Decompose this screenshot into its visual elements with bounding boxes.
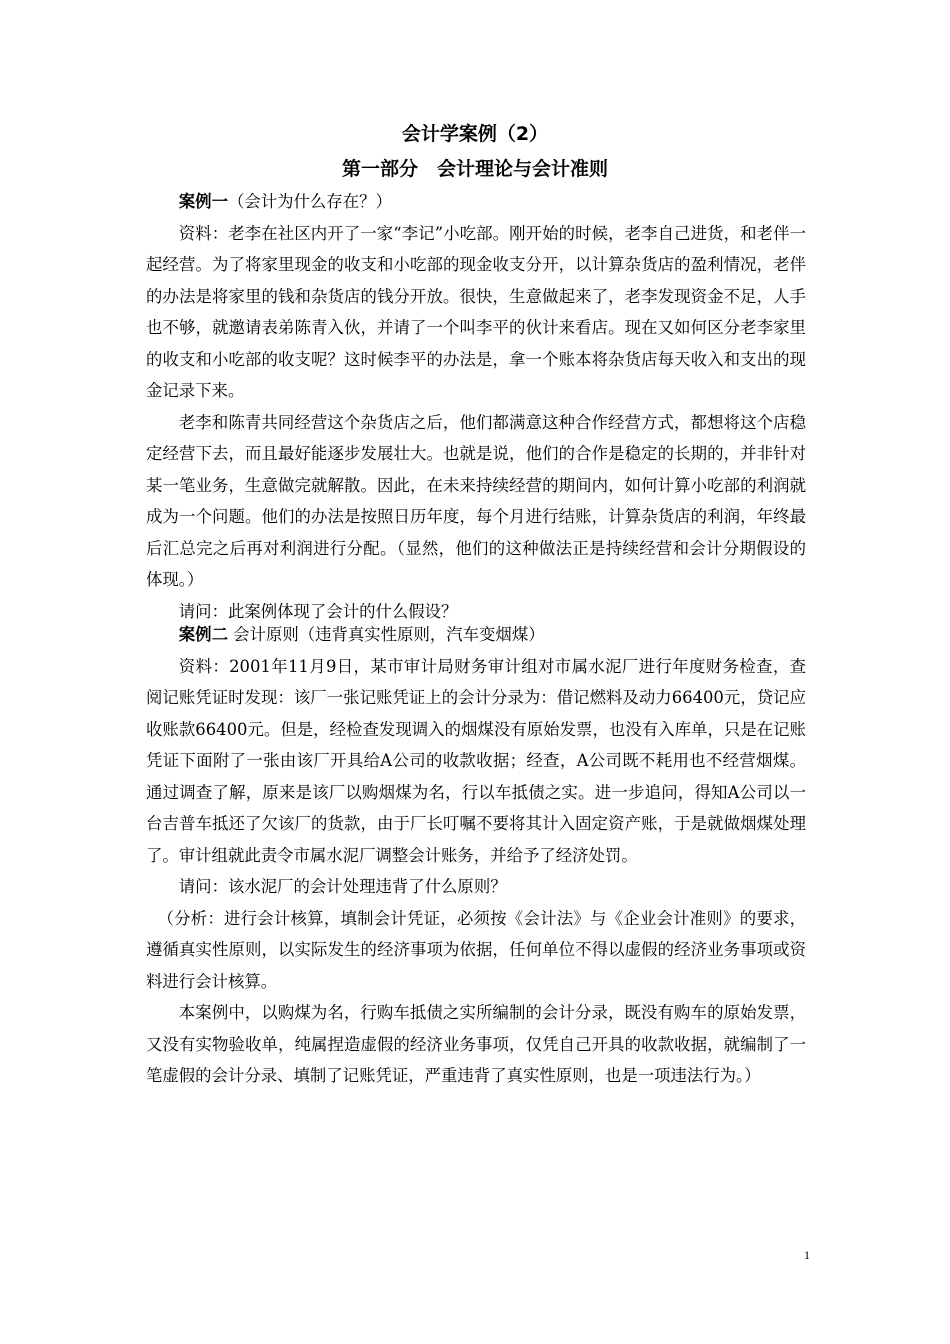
- page-number: 1: [804, 1248, 810, 1262]
- case-two-subtitle: 会计原则（违背真实性原则，汽车变烟煤）: [227, 625, 545, 644]
- case-one-label: 案例一: [178, 192, 228, 211]
- case-two-section: [146, 619, 806, 1092]
- case-one-section: [146, 186, 806, 627]
- case-two-label: 案例二: [178, 625, 228, 644]
- case-two-question: 请问：该水泥厂的会计处理违背了什么原则？: [178, 877, 507, 896]
- case-one-material-paragraph: 资料：老李在社区内开了一家“李记”小吃部。刚开始的时候，老李自己进货，和老伴一起经营。为了将家里现金的收支和小吃部的现金收支分开，以计算杂货店的盈利情况，老伴的办法是将家里的钱和杂货店的钱分开放。很快，生意做起来了，老李发现资金不足，人手也不够，就邀请表弟陈青入伙，并请了一个叫李平的伙计来看店。现在又如何区分老李家里的收支和小吃部的收支呢？这时候李平的办法是，拿一个账本将杂货店每天收入和支出的现金记录下来。: [146, 223, 806, 400]
- case-one-continuation-paragraph: 老李和陈青共同经营这个杂货店之后，他们都满意这种合作经营方式，都想将这个店稳定经营下去，而且最好能逐步发展壮大。也就是说，他们的合作是稳定的长期的，并非针对某一笔业务，生意做完就解散。因此，在未来持续经营的期间内，如何计算小吃部的利润就成为一个问题。他们的办法是按照日历年度，每个月进行结账，计算杂货店的利润，年终最后汇总完之后再对利润进行分配。（显然，他们的这种做法正是持续经营和会计分期假设的体现。）: [146, 412, 806, 589]
- document-title: 会计学案例（2）: [401, 123, 549, 145]
- case-two-analysis-paragraph: （分析：进行会计核算，填制会计凭证，必须按《会计法》与《企业会计准则》的要求，遵循真实性原则，以实际发生的经济事项为依据，任何单位不得以虚假的经济业务事项或资料进行会计核算。: [146, 908, 806, 991]
- case-one-question: 请问：此案例体现了会计的什么假设？: [178, 601, 458, 621]
- part-title: 第一部分 会计理论与会计准则: [341, 158, 608, 180]
- case-two-material-paragraph: 资料：2001年11月9日，某市审计局财务审计组对市属水泥厂进行年度财务检查，查阅记账凭证时发现：该厂一张记账凭证上的会计分录为：借记燃料及动力66400元，贷记应收账款66400元。但是，经检查发现调入的烟煤没有原始发票，也没有入库单，只是在记账凭证下面附了一张由该厂开具给A公司的收款收据；经查，A公司既不耗用也不经营烟煤。通过调查了解，原来是该厂以购烟煤为名，行以车抵债之实。进一步追问，得知A公司以一台吉普车抵还了欠该厂的货款，由于厂长叮嘱不要将其计入固定资产账，于是就做烟煤处理了。审计组就此责令市属水泥厂调整会计账务，并给予了经济处罚。: [146, 656, 806, 865]
- case-one-heading: [146, 186, 806, 218]
- case-one-subtitle: （会计为什么存在？）: [227, 192, 392, 211]
- case-two-heading: [146, 619, 806, 651]
- case-two-analysis-continuation: 本案例中，以购煤为名，行购车抵债之实所编制的会计分录，既没有购车的原始发票，又没有实物验收单，纯属捏造虚假的经济业务事项，仅凭自己开具的收款收据，就编制了一笔虚假的会计分录、填制了记账凭证，严重违背了真实性原则，也是一项违法行为。）: [146, 1003, 806, 1085]
